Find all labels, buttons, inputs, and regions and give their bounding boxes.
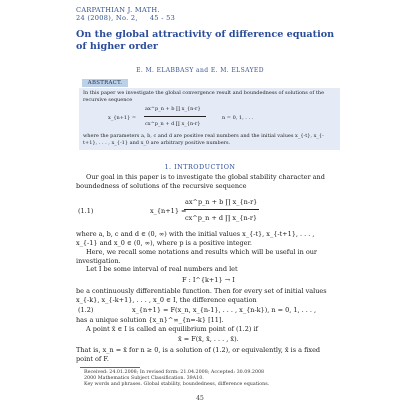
equation-1-2: x_{n+1} = F(x_n, x_{n-1}, . . . , x_{n-k}), n = 0, 1, . . . , <box>132 306 317 314</box>
section-heading-introduction: 1. INTRODUCTION <box>164 163 236 171</box>
journal-volume-issue: 24 (2008), No. 2, <box>76 14 138 22</box>
intro-paragraph-1: Our goal in this paper is to investigate the global stability character and boundedness of solutions of the recursive sequence <box>76 173 325 190</box>
abstract-eq-lhs: x_{n+1} = <box>108 115 137 121</box>
paper-authors: E. M. ELABBASY and E. M. ELSAYED <box>136 67 264 74</box>
intro-paragraph-2: where a, b, c and d ∈ (0, ∞) with the initial values x_{-t}, x_{-t+1}, . . . , x_{-1} and x_0 ∈ (0, ∞), where p is a positive integer. <box>76 230 315 247</box>
equation-map: F : I^{k+1} → I <box>182 276 235 284</box>
paper-title: On the global attractivity of difference equation of higher order <box>76 29 335 52</box>
equation-1-1-lhs: x_{n+1} = <box>150 207 187 215</box>
footnote-rule <box>80 367 140 368</box>
page-number: 45 <box>196 395 204 402</box>
abstract-heading: ABSTRACT. <box>82 79 128 87</box>
intro-paragraph-5: be a continuously differentiable function. Then for every set of initial values x_{-k}, x_{-k+1}, . . . , x_0 ∈ I, the difference equation <box>76 287 327 304</box>
equation-label-1-1: (1.1) <box>78 207 94 215</box>
abstract-eq-numerator: ax^p_n + b ∏ x_{n-r} <box>145 106 201 112</box>
abstract-eq-denominator: cx^p_n + d ∏ x_{n-r} <box>145 121 201 127</box>
intro-paragraph-7: A point x̄ ∈ I is called an equilibrium point of (1.2) if <box>86 325 258 333</box>
intro-paragraph-6: has a unique solution {x_n}^∞_{n=-k} [11]. <box>76 316 224 324</box>
equation-1-1-fraction-bar <box>184 209 259 210</box>
footnote-keywords: Key words and phrases. Global stability, boundedness, difference equations. <box>84 382 270 387</box>
abstract-fraction-bar <box>144 116 206 117</box>
abstract-eq-index: n = 0, 1, . . . <box>222 115 254 121</box>
equation-label-1-2: (1.2) <box>78 306 94 314</box>
equation-1-1-denominator: cx^p_n + d ∏ x_{n-r} <box>185 214 258 222</box>
equation-1-1-numerator: ax^p_n + b ∏ x_{n-r} <box>185 198 258 206</box>
intro-paragraph-4: Let I be some interval of real numbers and let <box>86 265 238 273</box>
intro-paragraph-8: That is, x_n = x̄ for n ≥ 0, is a solution of (1.2), or equivalently, x̄ is a fixed point of F. <box>76 346 321 363</box>
intro-paragraph-3: Here, we recall some notations and results which will be useful in our investigation. <box>76 248 318 265</box>
footnote-msc: 2000 Mathematics Subject Classification. 39A10. <box>84 376 204 381</box>
abstract-text-intro: In this paper we investigate the global convergence result and boundedness of solutions of the recursive sequence <box>83 90 325 103</box>
journal-header <box>76 6 175 22</box>
journal-pages: 45 - 53 <box>149 14 176 22</box>
footnote-received: Received: 24.01.2008; In revised form: 21.04.2008; Accepted: 30.09.2008 <box>84 370 265 375</box>
equation-fixed-point: x̄ = F(x̄, x̄, . . . , x̄). <box>178 335 239 343</box>
abstract-text-params: where the parameters a, b, c and d are positive real numbers and the initial values x_{-t}, x_{-t+1}, . . . , x_{-1} and x_0 are arbitrary positive numbers. <box>83 133 324 146</box>
journal-name: CARPATHIAN J. MATH. <box>76 6 160 14</box>
